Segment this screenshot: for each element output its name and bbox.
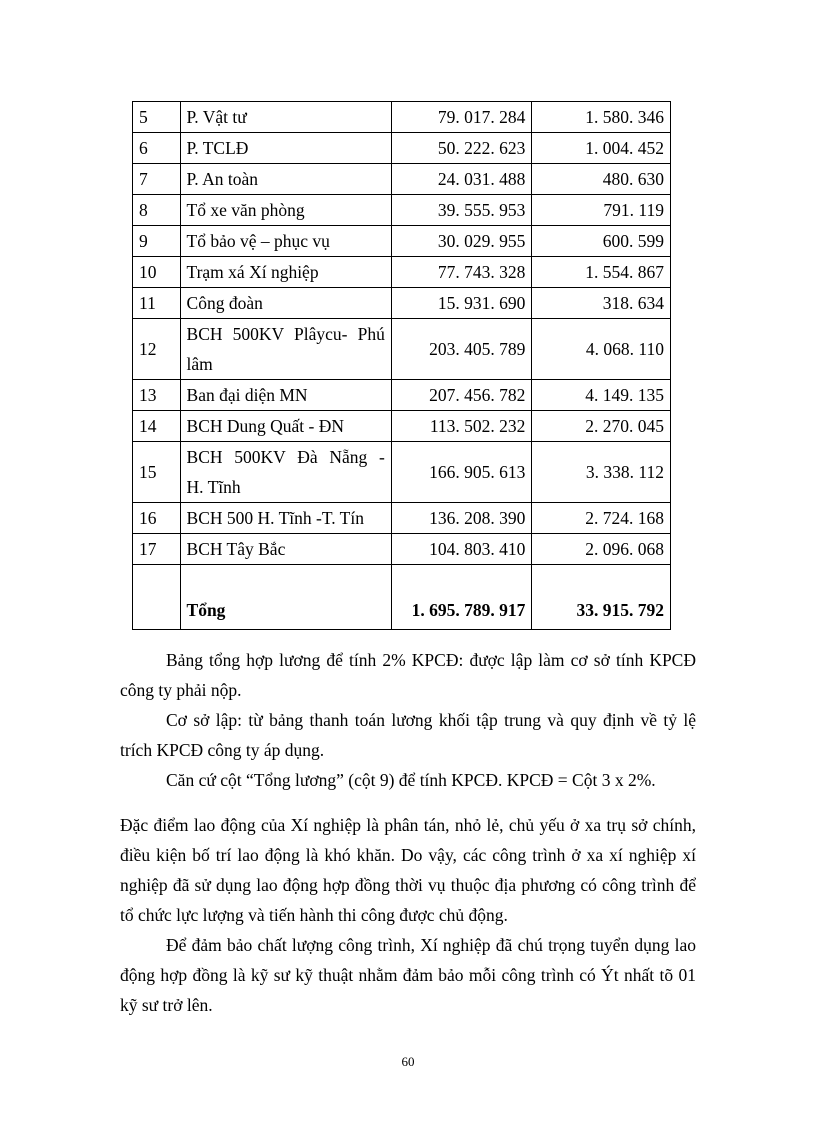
row-department: Tổ xe văn phòng xyxy=(180,195,391,226)
row-department: BCH Dung Quất - ĐN xyxy=(180,411,391,442)
paragraph-quality: Để đảm bảo chất lượng công trình, Xí nghiệp đã chú trọng tuyển dụng lao động hợp đồng là kỹ sư kỹ thuật nhằm đảm bảo mỗi công trình có Ýt nhất tõ 01 kỹ sư trở lên. xyxy=(120,935,696,1015)
row-total-salary: 113. 502. 232 xyxy=(391,411,532,442)
row-department: Tổ bảo vệ – phục vụ xyxy=(180,226,391,257)
row-number: 16 xyxy=(133,503,181,534)
row-kpcd: 2. 270. 045 xyxy=(532,411,671,442)
row-number: 12 xyxy=(133,319,181,380)
paragraph-formula: Căn cứ cột “Tổng lương” (cột 9) để tính KPCĐ. KPCĐ = Cột 3 x 2%. xyxy=(166,770,656,790)
row-department xyxy=(180,319,391,380)
table-row xyxy=(133,380,671,411)
total-number-cell xyxy=(133,565,181,630)
row-total-salary: 77. 743. 328 xyxy=(391,257,532,288)
row-kpcd: 2. 724. 168 xyxy=(532,503,671,534)
row-kpcd: 480. 630 xyxy=(532,164,671,195)
table-row xyxy=(133,411,671,442)
row-kpcd: 1. 004. 452 xyxy=(532,133,671,164)
row-number: 7 xyxy=(133,164,181,195)
row-kpcd: 4. 068. 110 xyxy=(532,319,671,380)
total-kpcd: 33. 915. 792 xyxy=(532,565,671,630)
row-number: 14 xyxy=(133,411,181,442)
row-kpcd: 3. 338. 112 xyxy=(532,442,671,503)
row-kpcd: 791. 119 xyxy=(532,195,671,226)
row-total-salary: 207. 456. 782 xyxy=(391,380,532,411)
row-number: 6 xyxy=(133,133,181,164)
table-row xyxy=(133,319,671,380)
table-row xyxy=(133,226,671,257)
table-row xyxy=(133,442,671,503)
row-department: BCH Tây Bắc xyxy=(180,534,391,565)
row-department xyxy=(180,442,391,503)
row-number: 9 xyxy=(133,226,181,257)
total-salary: 1. 695. 789. 917 xyxy=(391,565,532,630)
row-kpcd: 1. 554. 867 xyxy=(532,257,671,288)
row-number: 5 xyxy=(133,102,181,133)
row-total-salary: 50. 222. 623 xyxy=(391,133,532,164)
total-label: Tổng xyxy=(180,565,391,630)
row-department: Ban đại diện MN xyxy=(180,380,391,411)
row-kpcd: 600. 599 xyxy=(532,226,671,257)
row-department: P. TCLĐ xyxy=(180,133,391,164)
table-row xyxy=(133,534,671,565)
paragraph-basis: Cơ sở lập: từ bảng thanh toán lương khối tập trung và quy định về tỷ lệ trích KPCĐ công ty áp dụng. xyxy=(120,710,696,760)
row-total-salary: 166. 905. 613 xyxy=(391,442,532,503)
row-kpcd: 4. 149. 135 xyxy=(532,380,671,411)
page-number: 60 xyxy=(401,1054,415,1069)
table-row xyxy=(133,503,671,534)
salary-table xyxy=(132,101,671,630)
table-row xyxy=(133,133,671,164)
row-number: 17 xyxy=(133,534,181,565)
table-row xyxy=(133,195,671,226)
row-department-line1: BCH 500KV Plâycu- Phú xyxy=(186,324,385,344)
row-department: Công đoàn xyxy=(180,288,391,319)
table-row xyxy=(133,257,671,288)
row-total-salary: 24. 031. 488 xyxy=(391,164,532,195)
row-total-salary: 104. 803. 410 xyxy=(391,534,532,565)
row-department-line2: H. Tĩnh xyxy=(186,477,241,497)
table-row xyxy=(133,164,671,195)
row-kpcd: 2. 096. 068 xyxy=(532,534,671,565)
row-total-salary: 30. 029. 955 xyxy=(391,226,532,257)
row-total-salary: 39. 555. 953 xyxy=(391,195,532,226)
row-total-salary: 203. 405. 789 xyxy=(391,319,532,380)
row-number: 10 xyxy=(133,257,181,288)
row-number: 15 xyxy=(133,442,181,503)
row-department-line2: lâm xyxy=(186,354,213,374)
row-number: 13 xyxy=(133,380,181,411)
row-department: Trạm xá Xí nghiệp xyxy=(180,257,391,288)
row-total-salary: 79. 017. 284 xyxy=(391,102,532,133)
table-row xyxy=(133,102,671,133)
row-total-salary: 136. 208. 390 xyxy=(391,503,532,534)
row-department: P. An toàn xyxy=(180,164,391,195)
table-row xyxy=(133,288,671,319)
paragraph-kpcd-summary: Bảng tổng hợp lương để tính 2% KPCĐ: được lập làm cơ sở tính KPCĐ công ty phải nộp. xyxy=(120,650,696,700)
row-total-salary: 15. 931. 690 xyxy=(391,288,532,319)
table-total-row xyxy=(133,565,671,630)
row-department: BCH 500 H. Tĩnh -T. Tín xyxy=(180,503,391,534)
row-kpcd: 318. 634 xyxy=(532,288,671,319)
row-number: 11 xyxy=(133,288,181,319)
row-kpcd: 1. 580. 346 xyxy=(532,102,671,133)
row-department: P. Vật tư xyxy=(180,102,391,133)
paragraph-labor-characteristics: Đặc điểm lao động của Xí nghiệp là phân tán, nhỏ lẻ, chủ yếu ở xa trụ sở chính, điều kiện bố trí lao động là khó khăn. Do vậy, các công trình ở xa xí nghiệp xí nghiệp đã sử dụng lao động hợp đồng thời vụ thuộc địa phương có công trình để tổ chức lực lượng và tiến hành thi công được chủ động. xyxy=(120,815,696,925)
row-number: 8 xyxy=(133,195,181,226)
row-department-line1: BCH 500KV Đà Nẵng - xyxy=(186,447,385,467)
